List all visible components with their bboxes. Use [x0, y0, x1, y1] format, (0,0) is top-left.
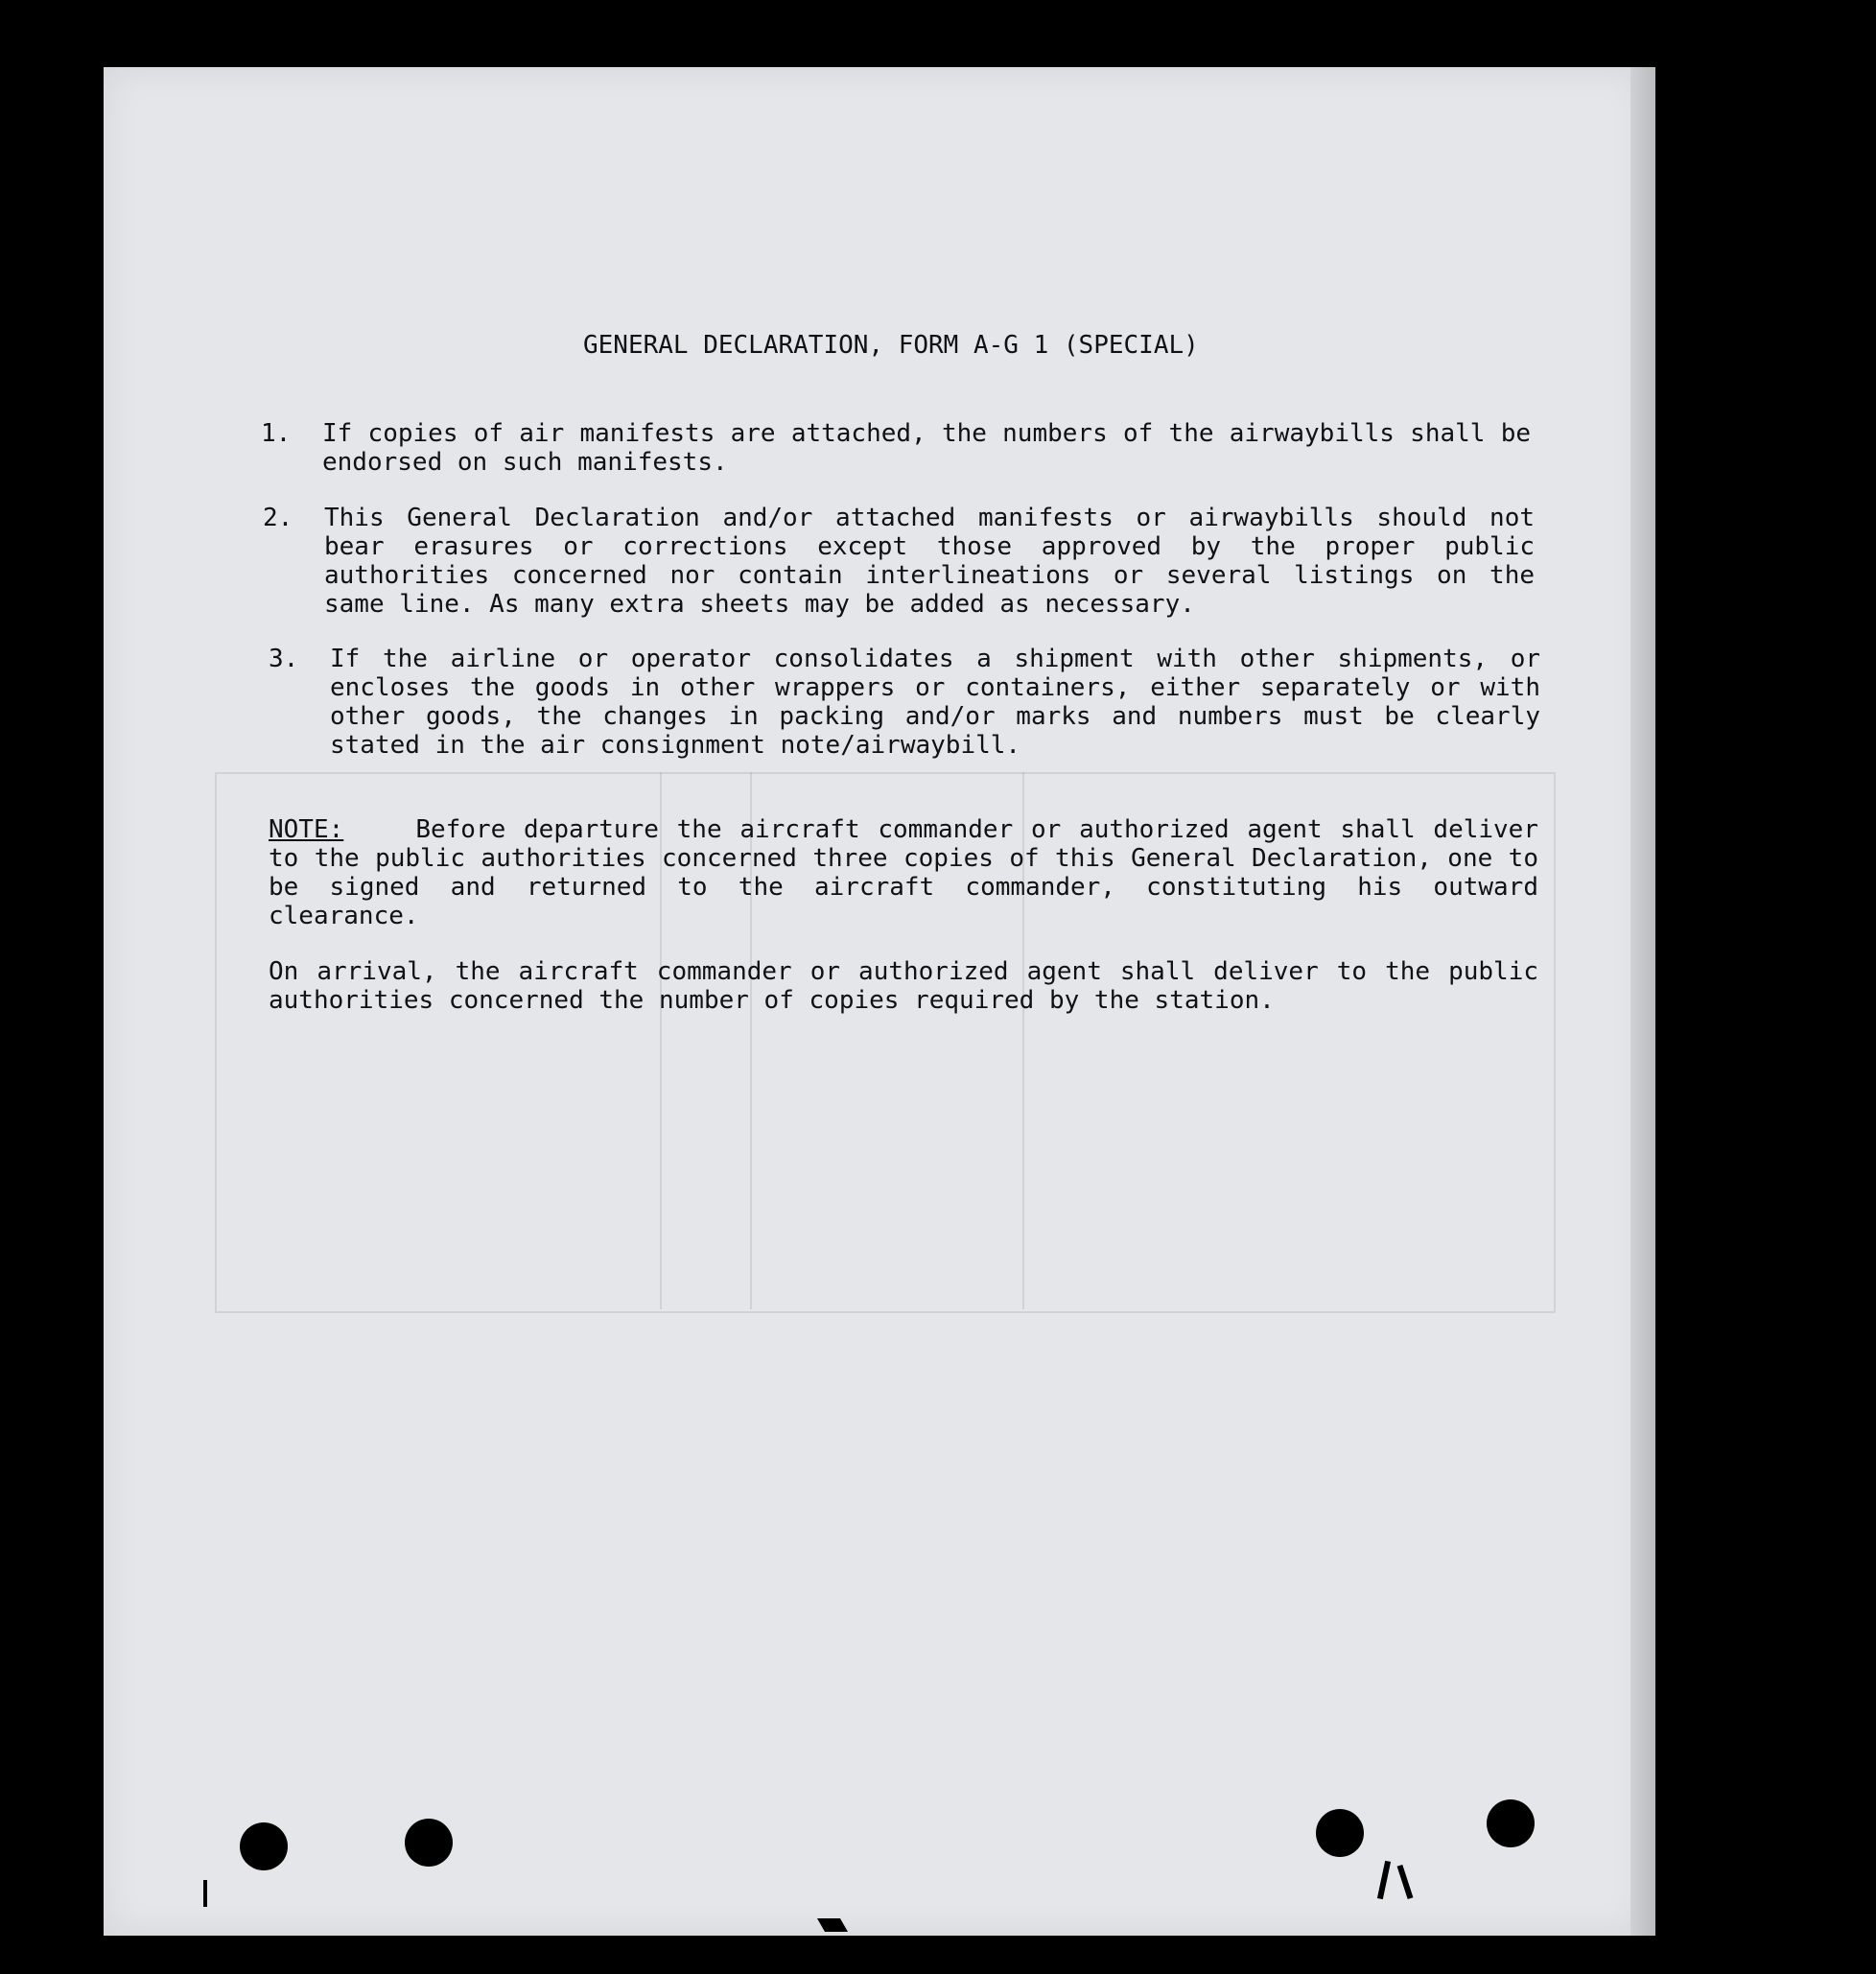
scan-artifact: [203, 1880, 207, 1907]
item-text: If the airline or operator consolidates a shipment with other shipments, or encloses the goods in other wrappers or containers, either separately or with other goods, the changes in packing and/or marks and numbers must be clearly stated in the air consignment note/airwaybill.: [330, 645, 1540, 760]
punch-hole: [240, 1822, 288, 1870]
page-edge: [1630, 67, 1655, 1936]
item-number: 1.: [261, 419, 292, 448]
punch-hole: [405, 1819, 453, 1867]
note-paragraph: [269, 815, 1538, 930]
note-label: NOTE:: [269, 815, 344, 844]
item-number: 2.: [263, 504, 293, 532]
instruction-item-3: [269, 645, 1544, 760]
item-number: 3.: [269, 645, 299, 673]
item-text: If copies of air manifests are attached, the numbers of the airwaybills shall be endorsed on such manifests.: [322, 419, 1531, 477]
note-text: Before departure the aircraft commander or authorized agent shall deliver to the public authorities concerned three copies of this General Declaration, one to be signed and returned to the aircraft commander, constituting his outward clearance.: [269, 815, 1538, 930]
instruction-item-1: [261, 419, 1536, 477]
item-text: This General Declaration and/or attached manifests or airwaybills should not bear erasures or corrections except those approved by the proper public authorities concerned nor contain interlineations or several listings on the same line. As many extra sheets may be added as necessary.: [324, 504, 1535, 619]
punch-hole: [1316, 1809, 1364, 1857]
arrival-text: On arrival, the aircraft commander or authorized agent shall deliver to the public authorities concerned the number of copies required by the station.: [269, 957, 1538, 1015]
arrival-paragraph: [269, 957, 1538, 1015]
punch-hole: [1487, 1799, 1535, 1847]
instruction-item-2: [263, 504, 1538, 619]
document-title: GENERAL DECLARATION, FORM A-G 1 (SPECIAL): [583, 331, 1199, 360]
